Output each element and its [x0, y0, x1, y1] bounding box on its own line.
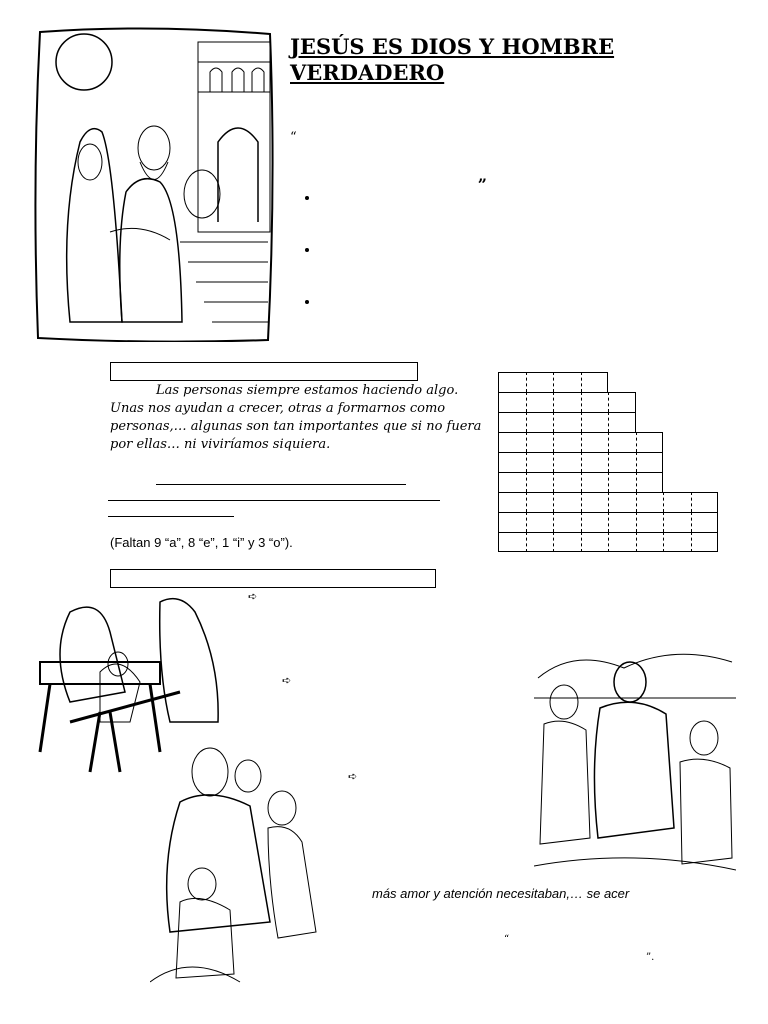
caption-text: más amor y atención necesitaban,… se acer	[372, 886, 630, 901]
grid-cell[interactable]	[526, 432, 554, 452]
grid-cell[interactable]	[636, 492, 664, 512]
grid-cell[interactable]	[498, 532, 526, 552]
grid-cell[interactable]	[608, 492, 636, 512]
answer-box-1[interactable]	[110, 362, 418, 381]
bottom-quote-close: ”.	[646, 952, 655, 963]
grid-cell[interactable]	[581, 372, 609, 392]
grid-cell[interactable]	[526, 412, 554, 432]
grid-cell[interactable]	[636, 532, 664, 552]
grid-cell[interactable]	[526, 372, 554, 392]
grid-cell[interactable]	[636, 432, 664, 452]
grid-cell[interactable]	[498, 432, 526, 452]
page-title	[290, 34, 620, 86]
grid-cell[interactable]	[636, 452, 664, 472]
grid-cell[interactable]	[691, 492, 719, 512]
grid-cell[interactable]	[526, 472, 554, 492]
grid-cell[interactable]	[663, 532, 691, 552]
grid-cell[interactable]	[608, 532, 636, 552]
grid-cell[interactable]	[581, 392, 609, 412]
arrow-icon: ➪	[282, 675, 292, 687]
grid-cell[interactable]	[636, 512, 664, 532]
grid-cell[interactable]	[553, 452, 581, 472]
grid-cell[interactable]	[581, 532, 609, 552]
bottom-quote-open: “	[504, 934, 510, 945]
grid-cell[interactable]	[526, 392, 554, 412]
grid-cell[interactable]	[608, 412, 636, 432]
writing-line[interactable]	[108, 500, 440, 501]
grid-cell[interactable]	[663, 492, 691, 512]
grid-cell[interactable]	[581, 412, 609, 432]
grid-cell[interactable]	[636, 472, 664, 492]
grid-cell[interactable]	[553, 412, 581, 432]
intro-paragraph	[110, 382, 492, 454]
grid-cell[interactable]	[498, 392, 526, 412]
grid-cell[interactable]	[526, 492, 554, 512]
grid-cell[interactable]	[526, 512, 554, 532]
grid-cell[interactable]	[498, 372, 526, 392]
title-line-2: VERDADERO	[290, 60, 445, 85]
grid-cell[interactable]	[581, 452, 609, 472]
grid-cell[interactable]	[498, 452, 526, 472]
grid-cell[interactable]	[553, 532, 581, 552]
letters-hint: (Faltan 9 “a”, 8 “e”, 1 “i” y 3 “o”).	[110, 535, 293, 550]
grid-cell[interactable]	[581, 432, 609, 452]
bullet-list	[300, 190, 320, 346]
grid-cell[interactable]	[581, 472, 609, 492]
grid-cell[interactable]	[608, 512, 636, 532]
writing-line[interactable]	[156, 484, 406, 485]
grid-cell[interactable]	[526, 532, 554, 552]
grid-cell[interactable]	[691, 532, 719, 552]
grid-cell[interactable]	[498, 472, 526, 492]
grid-cell[interactable]	[608, 432, 636, 452]
arrow-icon: ➪	[348, 771, 358, 783]
jesus-children-illustration	[150, 742, 330, 992]
grid-cell[interactable]	[553, 512, 581, 532]
arrow-icon: ➪	[248, 591, 258, 603]
presentation-temple-illustration	[30, 22, 280, 342]
grid-cell[interactable]	[553, 372, 581, 392]
grid-cell[interactable]	[553, 392, 581, 412]
quote-open-mark: “	[290, 130, 297, 145]
grid-cell[interactable]	[553, 472, 581, 492]
grid-cell[interactable]	[498, 512, 526, 532]
grid-cell[interactable]	[663, 512, 691, 532]
grid-cell[interactable]	[526, 452, 554, 472]
answer-box-2[interactable]	[110, 569, 436, 588]
grid-cell[interactable]	[498, 412, 526, 432]
grid-cell[interactable]	[608, 472, 636, 492]
title-line-1: JESÚS ES DIOS Y HOMBRE	[290, 34, 615, 59]
grid-cell[interactable]	[498, 492, 526, 512]
grid-cell[interactable]	[608, 392, 636, 412]
grid-cell[interactable]	[581, 492, 609, 512]
grid-cell[interactable]	[553, 492, 581, 512]
grid-cell[interactable]	[581, 512, 609, 532]
grid-cell[interactable]	[608, 452, 636, 472]
grid-cell[interactable]	[691, 512, 719, 532]
quote-close-mark: „	[478, 166, 488, 185]
grid-cell[interactable]	[553, 432, 581, 452]
jesus-teaching-illustration	[534, 638, 736, 874]
intro-paragraph-text: Las personas siempre estamos haciendo algo. Unas nos ayudan a crecer, otras a formarnos como personas,… algunas son tan importantes que si no fuera por ellas… ni viviríamos siquiera.	[110, 383, 482, 452]
writing-line[interactable]	[108, 516, 234, 517]
